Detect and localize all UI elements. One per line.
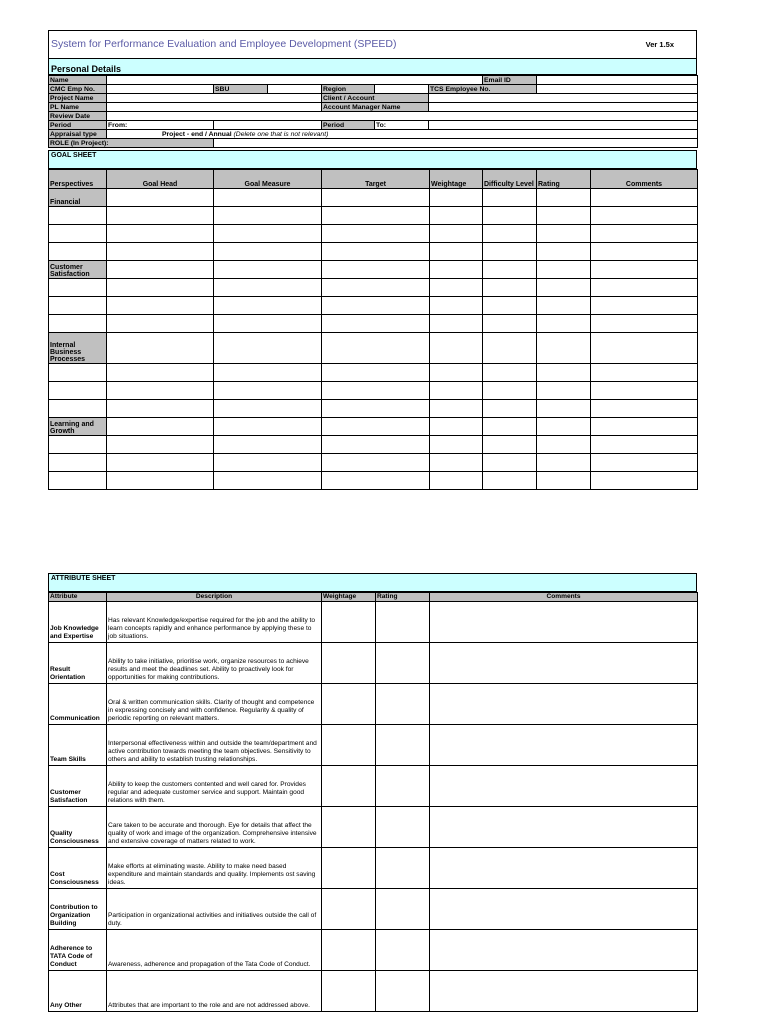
goal-sheet-table <box>48 169 698 490</box>
attribute-description: Ability to keep the customers contented and well cared for. Provides regular and adequate customer service and support. Maintain good relations with them. <box>107 766 322 807</box>
goal-cell[interactable] <box>483 279 537 297</box>
goal-cell[interactable] <box>107 225 214 243</box>
goal-cell[interactable] <box>430 189 483 207</box>
goal-cell[interactable] <box>591 364 698 382</box>
goal-cell[interactable] <box>537 364 591 382</box>
goal-row <box>49 225 698 243</box>
goal-cell[interactable] <box>483 261 537 279</box>
goal-cell[interactable] <box>591 333 698 364</box>
attribute-sheet-table <box>48 592 698 1012</box>
goal-cell[interactable] <box>483 189 537 207</box>
sbu-label: SBU <box>214 85 268 94</box>
goal-cell[interactable] <box>483 364 537 382</box>
attribute-row <box>49 848 698 889</box>
period-to-label: To: <box>375 121 429 130</box>
attribute-col-header: Attribute <box>49 593 107 602</box>
attribute-col-header: Comments <box>430 593 698 602</box>
goal-cell[interactable] <box>214 243 322 261</box>
attribute-description: Attributes that are important to the role and are not addressed above. <box>107 971 322 1012</box>
attribute-row <box>49 766 698 807</box>
appraisal-type-note: (Delete one that is not relevant) <box>233 131 329 138</box>
goal-col-header: Perspectives <box>49 170 107 189</box>
attribute-weightage-cell[interactable] <box>322 930 376 971</box>
attribute-comments-cell[interactable] <box>430 971 698 1012</box>
goal-col-header: Comments <box>591 170 698 189</box>
attribute-rating-cell[interactable] <box>376 766 430 807</box>
attribute-col-header: Rating <box>376 593 430 602</box>
perspective-label: Internal Business Processes <box>49 333 107 364</box>
goal-cell[interactable] <box>430 261 483 279</box>
goal-cell[interactable] <box>483 382 537 400</box>
goal-sheet-header <box>48 150 697 169</box>
attribute-rating-cell[interactable] <box>376 889 430 930</box>
goal-cell[interactable] <box>107 418 214 436</box>
attribute-comments-cell[interactable] <box>430 848 698 889</box>
perspective-label: Financial <box>49 189 107 207</box>
attribute-rating-cell[interactable] <box>376 930 430 971</box>
attribute-name: Adherence to TATA Code of Conduct <box>49 930 107 971</box>
version-label: Ver 1.5x <box>645 40 674 49</box>
goal-cell[interactable] <box>591 243 698 261</box>
goal-cell[interactable] <box>537 243 591 261</box>
attribute-name: Cost Consciousness <box>49 848 107 889</box>
attribute-weightage-cell[interactable] <box>322 848 376 889</box>
attribute-row <box>49 643 698 684</box>
goal-cell[interactable] <box>322 315 430 333</box>
goal-cell[interactable] <box>322 400 430 418</box>
goal-cell[interactable] <box>483 225 537 243</box>
goal-col-header: Goal Head <box>107 170 214 189</box>
goal-cell[interactable] <box>322 297 430 315</box>
client-account-field[interactable] <box>429 94 698 103</box>
goal-cell[interactable] <box>214 418 322 436</box>
review-date-label: Review Date <box>49 112 107 121</box>
attribute-comments-cell[interactable] <box>430 643 698 684</box>
tcs-employee-no-field[interactable] <box>537 85 698 94</box>
goal-sheet-title: GOAL SHEET <box>51 152 97 159</box>
goal-cell[interactable] <box>537 436 591 454</box>
goal-row <box>49 333 698 364</box>
goal-cell[interactable] <box>214 364 322 382</box>
attribute-name: Communication <box>49 684 107 725</box>
perspective-blank-cell <box>49 436 107 454</box>
goal-cell[interactable] <box>591 297 698 315</box>
goal-cell[interactable] <box>537 261 591 279</box>
attribute-rating-cell[interactable] <box>376 725 430 766</box>
attribute-description: Awareness, adherence and propagation of the Tata Code of Conduct. <box>107 930 322 971</box>
review-date-field[interactable] <box>107 112 698 121</box>
attribute-name: Team Skills <box>49 725 107 766</box>
goal-cell[interactable] <box>322 382 430 400</box>
goal-cell[interactable] <box>107 279 214 297</box>
account-manager-label: Account Manager Name <box>322 103 429 112</box>
goal-cell[interactable] <box>430 225 483 243</box>
attribute-comments-cell[interactable] <box>430 725 698 766</box>
attribute-rating-cell[interactable] <box>376 684 430 725</box>
perspective-blank-cell <box>49 364 107 382</box>
attribute-description: Interpersonal effectiveness within and outside the team/department and active contribution towards meeting the team objectives. Sensitivity to others and ability to establish trusting relationships. <box>107 725 322 766</box>
pl-name-field[interactable] <box>107 103 322 112</box>
attribute-row <box>49 602 698 643</box>
goal-cell[interactable] <box>107 436 214 454</box>
goal-cell[interactable] <box>430 207 483 225</box>
goal-cell[interactable] <box>107 472 214 490</box>
goal-cell[interactable] <box>483 315 537 333</box>
attribute-rating-cell[interactable] <box>376 807 430 848</box>
goal-cell[interactable] <box>107 243 214 261</box>
goal-cell[interactable] <box>107 382 214 400</box>
goal-cell[interactable] <box>591 418 698 436</box>
attribute-sheet-header <box>48 573 697 592</box>
goal-cell[interactable] <box>107 454 214 472</box>
goal-cell[interactable] <box>591 400 698 418</box>
goal-cell[interactable] <box>430 364 483 382</box>
attribute-rating-cell[interactable] <box>376 602 430 643</box>
goal-cell[interactable] <box>107 400 214 418</box>
goal-row <box>49 472 698 490</box>
goal-cell[interactable] <box>591 261 698 279</box>
appraisal-type-field[interactable] <box>107 130 698 139</box>
goal-cell[interactable] <box>537 297 591 315</box>
title-box <box>48 30 697 58</box>
goal-cell[interactable] <box>483 472 537 490</box>
attribute-description: Has relevant Knowledge/expertise required for the job and the ability to learn concepts rapidly and enhance performance by applying these to job situations. <box>107 602 322 643</box>
form-title: System for Performance Evaluation and Employee Development (SPEED) <box>51 38 397 50</box>
goal-row <box>49 189 698 207</box>
goal-cell[interactable] <box>483 418 537 436</box>
perspective-blank-cell <box>49 207 107 225</box>
perspective-blank-cell <box>49 382 107 400</box>
region-field[interactable] <box>375 85 429 94</box>
goal-cell[interactable] <box>107 315 214 333</box>
attribute-row <box>49 725 698 766</box>
goal-row <box>49 279 698 297</box>
goal-row <box>49 297 698 315</box>
goal-cell[interactable] <box>322 472 430 490</box>
goal-cell[interactable] <box>483 297 537 315</box>
goal-cell[interactable] <box>591 279 698 297</box>
goal-cell[interactable] <box>537 189 591 207</box>
attribute-description: Ability to take initiative, prioritise work, organize resources to achieve results and meet the deadlines set. Ability to proactively look for opportunities for making contributions. <box>107 643 322 684</box>
goal-cell[interactable] <box>214 436 322 454</box>
attribute-row <box>49 889 698 930</box>
goal-cell[interactable] <box>537 472 591 490</box>
goal-cell[interactable] <box>430 243 483 261</box>
goal-row <box>49 400 698 418</box>
sbu-field[interactable] <box>268 85 322 94</box>
attribute-col-header: Weightage <box>322 593 376 602</box>
project-name-field[interactable] <box>107 94 322 103</box>
attribute-comments-cell[interactable] <box>430 930 698 971</box>
goal-cell[interactable] <box>591 382 698 400</box>
attribute-name: Contribution to Organization Building <box>49 889 107 930</box>
attribute-rating-cell[interactable] <box>376 848 430 889</box>
attribute-sheet-title: ATTRIBUTE SHEET <box>51 575 116 582</box>
attribute-col-header: Description <box>107 593 322 602</box>
attribute-rating-cell[interactable] <box>376 971 430 1012</box>
attribute-comments-cell[interactable] <box>430 684 698 725</box>
attribute-row <box>49 684 698 725</box>
goal-col-header: Difficulty Level <box>483 170 537 189</box>
goal-cell[interactable] <box>537 315 591 333</box>
goal-cell[interactable] <box>591 472 698 490</box>
period-from-field[interactable] <box>214 121 322 130</box>
goal-cell[interactable] <box>537 400 591 418</box>
goal-cell[interactable] <box>214 189 322 207</box>
goal-cell[interactable] <box>430 418 483 436</box>
attribute-comments-cell[interactable] <box>430 807 698 848</box>
goal-cell[interactable] <box>214 472 322 490</box>
goal-cell[interactable] <box>483 333 537 364</box>
goal-cell[interactable] <box>107 189 214 207</box>
attribute-weightage-cell[interactable] <box>322 766 376 807</box>
perspective-label: Learning and Growth <box>49 418 107 436</box>
attribute-row <box>49 930 698 971</box>
goal-cell[interactable] <box>322 364 430 382</box>
goal-cell[interactable] <box>214 400 322 418</box>
goal-cell[interactable] <box>537 454 591 472</box>
goal-col-header: Target <box>322 170 430 189</box>
attribute-name: Job Knowledge and Expertise <box>49 602 107 643</box>
attribute-name: Any Other <box>49 971 107 1012</box>
goal-cell[interactable] <box>322 207 430 225</box>
goal-cell[interactable] <box>430 454 483 472</box>
perspective-blank-cell <box>49 315 107 333</box>
goal-col-header: Weightage <box>430 170 483 189</box>
goal-cell[interactable] <box>591 225 698 243</box>
goal-cell[interactable] <box>214 315 322 333</box>
goal-cell[interactable] <box>591 436 698 454</box>
goal-row <box>49 382 698 400</box>
goal-cell[interactable] <box>430 400 483 418</box>
goal-cell[interactable] <box>483 243 537 261</box>
goal-row <box>49 315 698 333</box>
attribute-comments-cell[interactable] <box>430 766 698 807</box>
period-label-2: Period <box>322 121 375 130</box>
attribute-description: Make efforts at eliminating waste. Ability to make need based expenditure and maintain standards and quality. Implements ost saving ideas. <box>107 848 322 889</box>
goal-cell[interactable] <box>537 207 591 225</box>
attribute-description: Participation in organizational activities and initiatives outside the call of duty. <box>107 889 322 930</box>
goal-cell[interactable] <box>322 243 430 261</box>
goal-row <box>49 207 698 225</box>
region-label: Region <box>322 85 375 94</box>
goal-cell[interactable] <box>322 189 430 207</box>
role-label: ROLE (In Project): <box>49 139 214 148</box>
goal-cell[interactable] <box>430 315 483 333</box>
attribute-weightage-cell[interactable] <box>322 643 376 684</box>
perspective-label: Customer Satisfaction <box>49 261 107 279</box>
goal-cell[interactable] <box>214 279 322 297</box>
goal-row <box>49 261 698 279</box>
goal-cell[interactable] <box>322 261 430 279</box>
attribute-description: Oral & written communication skills. Clarity of thought and competence in expressing concisely and with confidence. Regularity & quality of periodic reporting on relevant matters. <box>107 684 322 725</box>
goal-cell[interactable] <box>107 364 214 382</box>
goal-cell[interactable] <box>322 333 430 364</box>
attribute-weightage-cell[interactable] <box>322 807 376 848</box>
attribute-comments-cell[interactable] <box>430 889 698 930</box>
name-field[interactable] <box>107 76 483 85</box>
attribute-weightage-cell[interactable] <box>322 971 376 1012</box>
cmc-emp-no-label: CMC Emp No. <box>49 85 107 94</box>
goal-cell[interactable] <box>483 454 537 472</box>
goal-cell[interactable] <box>322 436 430 454</box>
goal-cell[interactable] <box>483 436 537 454</box>
perspective-blank-cell <box>49 400 107 418</box>
goal-cell[interactable] <box>591 189 698 207</box>
goal-cell[interactable] <box>483 207 537 225</box>
account-manager-field[interactable] <box>429 103 698 112</box>
goal-row <box>49 454 698 472</box>
goal-cell[interactable] <box>430 382 483 400</box>
attribute-name: Quality Consciousness <box>49 807 107 848</box>
goal-row <box>49 436 698 454</box>
goal-cell[interactable] <box>322 454 430 472</box>
attribute-row <box>49 807 698 848</box>
cmc-emp-no-field[interactable] <box>107 85 214 94</box>
period-from-label: From: <box>107 121 214 130</box>
goal-row <box>49 364 698 382</box>
goal-cell[interactable] <box>430 297 483 315</box>
goal-cell[interactable] <box>322 418 430 436</box>
goal-row <box>49 243 698 261</box>
goal-cell[interactable] <box>537 225 591 243</box>
goal-cell[interactable] <box>214 333 322 364</box>
client-account-label: Client / Account <box>322 94 429 103</box>
goal-cell[interactable] <box>430 436 483 454</box>
personal-details-title: Personal Details <box>51 64 122 74</box>
perspective-blank-cell <box>49 472 107 490</box>
period-to-field[interactable] <box>429 121 698 130</box>
goal-cell[interactable] <box>214 261 322 279</box>
pl-name-label: PL Name <box>49 103 107 112</box>
perspective-blank-cell <box>49 297 107 315</box>
project-name-label: Project Name <box>49 94 107 103</box>
goal-cell[interactable] <box>322 225 430 243</box>
name-label: Name <box>49 76 107 85</box>
personal-details-table <box>48 75 698 148</box>
attribute-weightage-cell[interactable] <box>322 602 376 643</box>
perspective-blank-cell <box>49 279 107 297</box>
goal-cell[interactable] <box>322 279 430 297</box>
role-field[interactable] <box>214 139 698 148</box>
goal-cell[interactable] <box>107 297 214 315</box>
goal-cell[interactable] <box>107 207 214 225</box>
goal-cell[interactable] <box>537 279 591 297</box>
perspective-blank-cell <box>49 243 107 261</box>
goal-cell[interactable] <box>214 454 322 472</box>
period-label: Period <box>49 121 107 130</box>
goal-cell[interactable] <box>537 382 591 400</box>
attribute-description: Care taken to be accurate and thorough. Eye for details that affect the quality of work and image of the organization. Comprehensive intensive and extensive coverage of matters related to work. <box>107 807 322 848</box>
appraisal-type-label: Appraisal type <box>49 130 107 139</box>
perspective-blank-cell <box>49 225 107 243</box>
goal-cell[interactable] <box>214 382 322 400</box>
tcs-employee-no-label: TCS Employee No. <box>429 85 537 94</box>
attribute-name: Customer Satisfaction <box>49 766 107 807</box>
goal-col-header: Goal Measure <box>214 170 322 189</box>
personal-details-header <box>48 58 697 75</box>
goal-cell[interactable] <box>591 315 698 333</box>
goal-cell[interactable] <box>107 261 214 279</box>
goal-col-header: Rating <box>537 170 591 189</box>
email-id-label: Email ID <box>483 76 537 85</box>
goal-cell[interactable] <box>537 418 591 436</box>
attribute-weightage-cell[interactable] <box>322 889 376 930</box>
attribute-weightage-cell[interactable] <box>322 725 376 766</box>
goal-cell[interactable] <box>591 207 698 225</box>
goal-cell[interactable] <box>483 400 537 418</box>
goal-cell[interactable] <box>430 472 483 490</box>
attribute-weightage-cell[interactable] <box>322 684 376 725</box>
goal-cell[interactable] <box>107 333 214 364</box>
perspective-blank-cell <box>49 454 107 472</box>
goal-cell[interactable] <box>214 207 322 225</box>
goal-cell[interactable] <box>591 454 698 472</box>
email-id-field[interactable] <box>537 76 698 85</box>
goal-cell[interactable] <box>214 225 322 243</box>
attribute-comments-cell[interactable] <box>430 602 698 643</box>
attribute-rating-cell[interactable] <box>376 643 430 684</box>
goal-cell[interactable] <box>430 279 483 297</box>
goal-cell[interactable] <box>214 297 322 315</box>
appraisal-type-value: Project - end / Annual <box>162 131 232 138</box>
goal-cell[interactable] <box>430 333 483 364</box>
attribute-row <box>49 971 698 1012</box>
goal-row <box>49 418 698 436</box>
goal-cell[interactable] <box>537 333 591 364</box>
attribute-name: Result Orientation <box>49 643 107 684</box>
